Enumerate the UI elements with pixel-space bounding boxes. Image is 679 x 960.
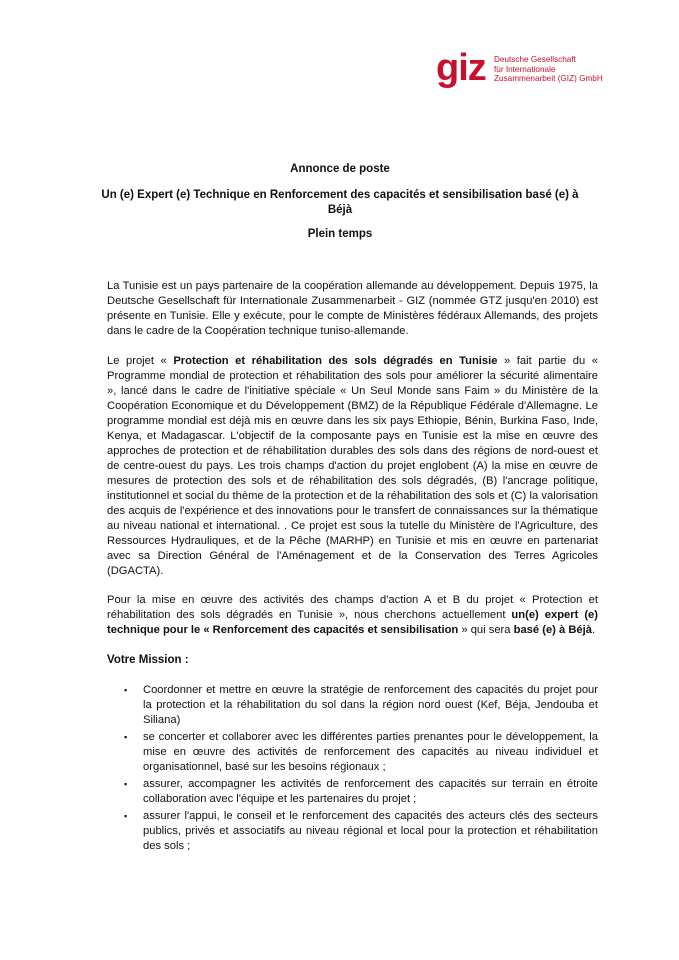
mission-item-text: assurer l'appui, le conseil et le renforcement des capacités des acteurs clés des secteurs publics, privés et associatifs au niveau régional et local pour la protection et réhabilitation des sols ; xyxy=(143,810,598,852)
intro-paragraph: La Tunisie est un pays partenaire de la coopération allemande au développement. Depuis 1975, la Deutsche Gesellschaft für Internationale Zusammenarbeit - GIZ (nommée GTZ jusqu'en 2010) est présente en Tunisie. Elle y exécute, pour le compte de Ministères fédéraux Allemands, des projets dans le cadre de la Coopération technique tuniso-allemande. xyxy=(107,280,598,337)
project-name: Protection et réhabilitation des sols dégradés en Tunisie xyxy=(173,355,498,367)
mission-list xyxy=(107,683,598,854)
mission-item-text: Coordonner et mettre en œuvre la stratégie de renforcement des capacités du projet pour la protection et la réhabilitation du sol dans la région nord ouest (Kef, Béja, Jendouba et Siliana) xyxy=(143,684,598,726)
logo-line-2: für Internationale xyxy=(494,64,556,74)
search-paragraph-end: . xyxy=(591,624,596,636)
giz-logo-text xyxy=(494,55,603,84)
project-paragraph-intro: Le projet « xyxy=(107,355,174,367)
search-paragraph-text: Pour la mise en œuvre des activités des champs d'action A et B du projet « Protection et réhabilitation des sols dégradés en Tunisie », nous cherchons actuellement xyxy=(107,594,598,621)
project-paragraph xyxy=(107,354,598,579)
announcement-title: Annonce de poste xyxy=(290,163,390,175)
logo-line-3: Zusammenarbeit (GIZ) GmbH xyxy=(494,74,603,83)
bullet-icon: ▪ xyxy=(124,811,128,821)
search-location: basé (e) à Béjà xyxy=(513,624,592,636)
list-item xyxy=(107,777,598,807)
bullet-icon: ▪ xyxy=(124,685,128,695)
search-paragraph-mid: » qui sera xyxy=(458,624,514,636)
giz-logo xyxy=(436,47,606,92)
search-role: un(e) expert (e) technique pour le « Renforcement des capacités et sensibilisation xyxy=(107,609,598,636)
contract-type: Plein temps xyxy=(307,228,373,240)
mission-heading: Votre Mission : xyxy=(107,654,189,666)
project-paragraph-rest: » fait partie du « Programme mondial de protection et réhabilitation des sols pour améliorer la sécurité alimentaire », lancé dans le cadre de l'initiative spéciale « Un Seul Monde sans Faim » du Ministère de la Coopération Economique et du Développement (BMZ) de la République Fédérale d'Allemagne. Le programme mondial est déjà mis en œuvre dans les six pays Ethiopie, Bénin, Burkina Faso, Inde, Kenya, et Madagascar. L'objectif de la composante pays en Tunisie est la mise en œuvre des approches de protection et de réhabilitation durables des sols dans des régions de nord-ouest et de centre-ouest du pays. Les trois champs d'action du projet englobent (A) la mise en œuvre de mesures de protection des sols et de réhabilitation des sols dégradés, (B) l'ancrage politique, institutionnel et social du thème de la protection et de la réhabilitation des sols et (C) la valorisation des acquis de l'expérience et des innovations pour le transfert de connaissances sur la thématique au niveau national et international. . Ce projet est sous la tutelle du Ministère de l'Agriculture, des Ressources Hydrauliques, et de la Pêche (MARHP) en Tunisie et mis en œuvre en partenariat avec sa Direction Général de l'Aménagement et de la Conservation des Terres Agricoles (DGACTA). xyxy=(107,355,599,577)
search-paragraph xyxy=(107,593,598,638)
logo-line-1: Deutsche Gesellschaft xyxy=(494,55,576,64)
mission-item-text: assurer, accompagner les activités de renforcement des capacités sur terrain en étroite collaboration avec l'équipe et les partenaires du projet ; xyxy=(143,778,598,805)
list-item xyxy=(107,730,598,775)
bullet-icon: ▪ xyxy=(124,732,128,742)
list-item xyxy=(107,809,598,854)
position-title: Un (e) Expert (e) Technique en Renforcement des capacités et sensibilisation basé (e) à Béjà xyxy=(101,189,579,216)
giz-logo-mark: giz xyxy=(436,47,486,89)
list-item xyxy=(107,683,598,728)
bullet-icon: ▪ xyxy=(124,779,128,789)
mission-item-text: se concerter et collaborer avec les différentes parties prenantes pour le développement, la mise en œuvre des activités de renforcement des capacités au niveau individuel et organisationnel, basé sur les besoins régionaux ; xyxy=(143,731,598,773)
